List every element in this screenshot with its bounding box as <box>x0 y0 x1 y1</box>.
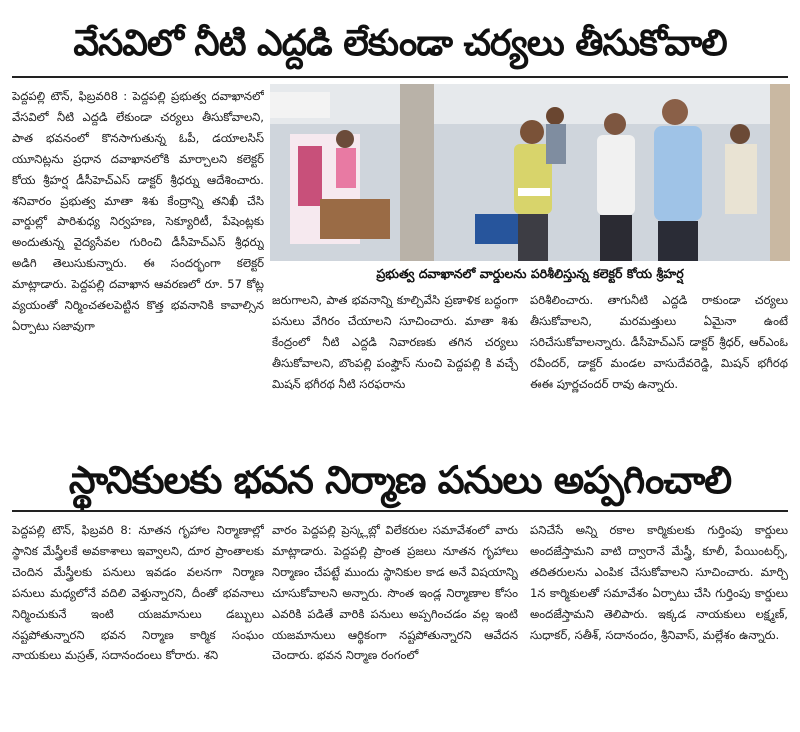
article1-column-3: పరిశీలించారు. తాగునీటి ఎద్దడి రాకుండా చర్యలు తీసుకోవాలని, మరమత్తులు ఏమైనా ఉంటే సరిచేసుకోవాలన్నారు. డీసీహెచ్ఎస్ డాక్టర్ శ్రీధర్, ఆర్ఎంఓ రవీందర్, డాక్టర్ మండల వాసుదేవరెడ్డి, మిషన్ భగీరథ ఈఈ పూర్ణచందర్ రావు ఉన్నారు. <box>530 293 788 391</box>
article2-headline: స్థానికులకు భవన నిర్మాణ పనులు అప్పగించాలి <box>68 458 732 502</box>
article2-column-1: పెద్దపల్లి టౌన్, ఫిబ్రవరి 8: నూతన గృహాల నిర్మాణాల్లో స్థానిక మేస్త్రీలకే అవకాశాలు ఇవ్వాలని, దూర ప్రాంతాలకు చెందిన మేస్త్రీలకు పనులు ఇవడం వలనగా నిర్మాణ పనులు మధ్యలోనే వదిలి వెళ్తున్నారని, దీంతో భవనాలు నిర్మించుకునే ఇంటి యజమానులు డబ్బులు నష్టపోతున్నారని భవన నిర్మాణ కార్మిక సంఘం నాయకులు మస్రత్, సదానందంలు కోరారు. శని <box>12 523 264 663</box>
article1-headline: వేసవిలో నీటి ఎద్దడి లేకుండా చర్యలు తీసుకోవాలి <box>73 23 727 64</box>
article1-column-2: జరుగాలని, పాత భవనాన్ని కూల్చివేసి ప్రణాళిక బద్ధంగా పనులు వేగిరం చేయాలని సూచించారు. మాతా శిశు కేంద్రంలో నీటి ఎద్దడి నివారణకు తగిన చర్యలు తీసుకోవాలని, బొంపల్లి పంప్హౌస్ నుంచి పెద్దపల్లి కి వచ్చే మిషన్ భగీరథ నీటి సరఫరాను <box>272 293 518 391</box>
article1-photo <box>270 84 790 261</box>
article2-column-2: వారం పెద్దపల్లి ప్రెస్క్లబ్లో విలేకరుల సమావేశంలో వారు మాట్లాడారు. పెద్దపల్లి ప్రాంత ప్రజలు నూతన గృహాలు నిర్మాణం చేపట్టే ముందు స్థానికుల కాడ అనే విషయాన్ని చూసుకోవాలని అన్నారు. సొంత ఇండ్ల నిర్మాణాల కోసం ఎవరికి పడితే వారికి పనులు అప్పగించడం వల్ల ఇంటి యజమానులు ఆర్థికంగా నష్టపోతున్నారని ఆవేదన చెందారు. భవన నిర్మాణ రంగంలో <box>272 523 518 663</box>
headline-rule <box>12 510 788 512</box>
article2-column-3: పనిచేసే అన్ని రకాల కార్మికులకు గుర్తింపు కార్డులు అందజేస్తామని వాటి ద్వారానే మేస్త్రీ, కూలీ, పేయింటర్స్, తదితరులను ఎంపిక చేసుకోవాలని సూచించారు. మార్చి 1న కార్మికులతో సమావేశం ఏర్పాటు చేసి గుర్తింపు కార్డులు అందజేస్తామని తెలిపారు. ఇక్కడ నాయకులు లక్ష్మణ్, సుధాకర్, సతీశ్, సదానందం, శ్రీనివాస్, మల్లేశం ఉన్నారు. <box>530 523 788 642</box>
article1-column-1: పెద్దపల్లి టౌన్, ఫిబ్రవరి8 : పెద్దపల్లి ప్రభుత్వ దవాఖానలో వేసవిలో నీటి ఎద్దడి లేకుండా చర్యలు తీసుకోవాలని, పాత భవనంలో కొనసాగుతున్న ఓపీ, డయాలసిస్ యూనిట్లను ప్రధాన దవాఖానలోకి మార్చాలని కలెక్టర్ కోయ శ్రీహర్ష డీసీహెచ్ఎస్ డాక్టర్ శ్రీధర్ను ఆదేశించారు. శనివారం ప్రభుత్వ మాతా శిశు కేంద్రాన్ని తనిఖీ చేసి వార్డుల్లో పారిశుధ్య నిర్వహణ, సెక్యూరిటీ, పేషెంట్లకు అందుతున్న వైద్యసేవల గురించి డీసీహెచ్ఎస్ శ్రీధర్ను అడిగి తెలుసుకున్నారు. ఈ సందర్భంగా కలెక్టర్ మాట్లాడారు. పెద్దపల్లి దవాఖాన ఆవరణలో రూ. 57 కోట్ల వ్యయంతో నిర్మించతలపెట్టిన కొత్త భవనానికి కావాల్సిన ఏర్పాటు సజావుగా <box>12 89 264 333</box>
headline-rule <box>12 76 788 78</box>
article1-photo-caption: ప్రభుత్వ దవాఖానలో వార్డులను పరిశీలిస్తున్న కలెక్టర్ కోయ శ్రీహర్ష <box>270 262 790 286</box>
collector-visit-photo <box>270 84 790 261</box>
